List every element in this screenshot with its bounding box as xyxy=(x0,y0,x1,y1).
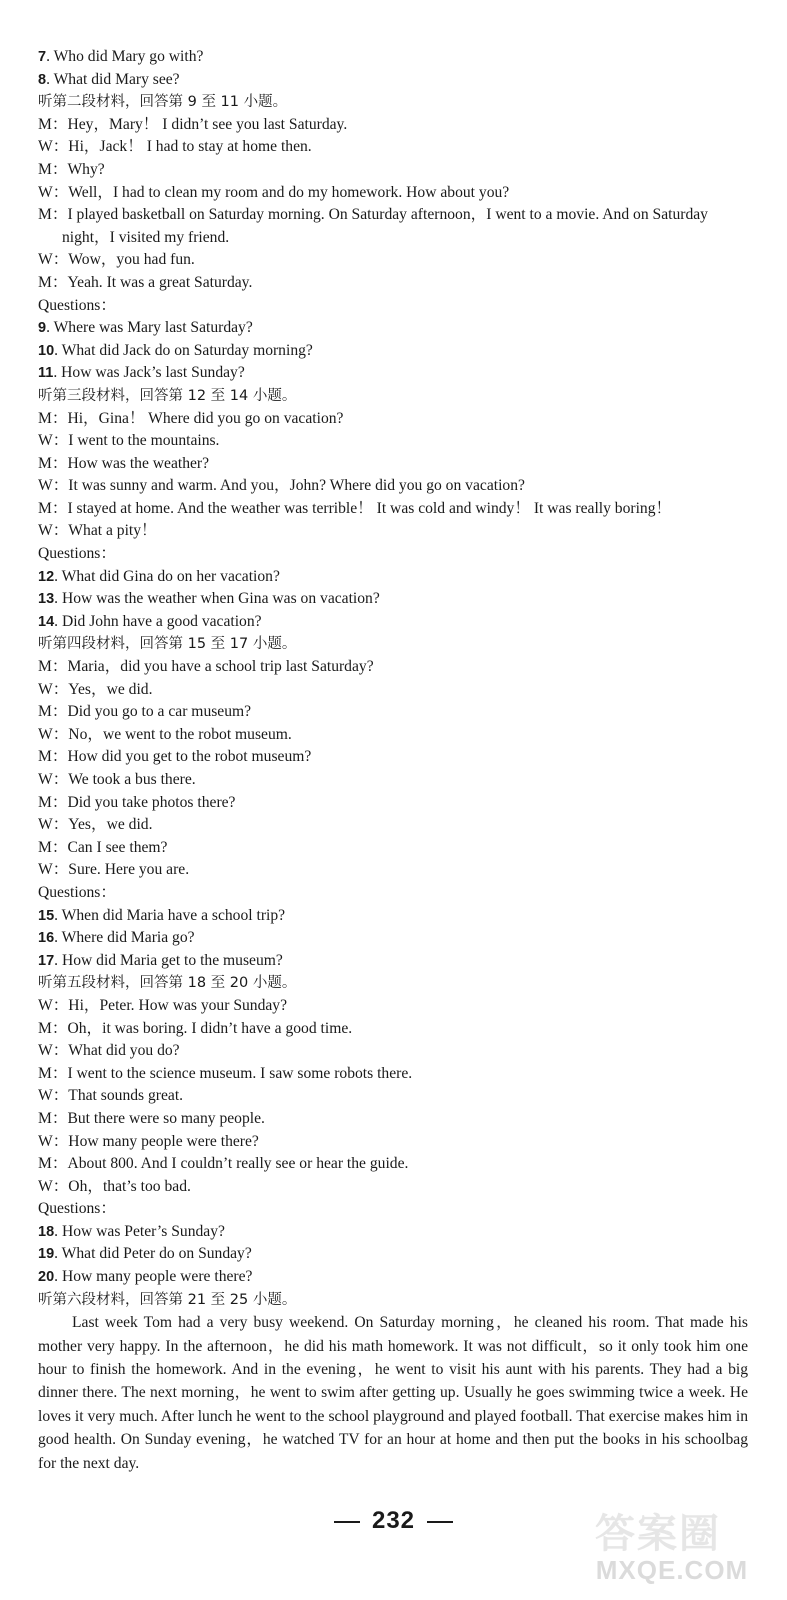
line-text: M：Why? xyxy=(38,160,105,178)
line-text: Did John have a good vacation? xyxy=(61,612,262,630)
transcript xyxy=(38,46,750,1475)
dialogue-line xyxy=(38,159,750,182)
line-text: W：Well，I had to clean my room and do my homework. How about you? xyxy=(38,183,510,201)
dialogue-line xyxy=(38,1018,750,1041)
passage-text: Last week Tom had a very busy weekend. On Saturday morning，he cleaned his room. That made his mother very happy. In the afternoon，he did his math homework. It was not difficult，so it only took him one hour to finish the homework. And in the evening，he went to visit his aunt with his parents. They had a big dinner there. The next morning，he went to swim after getting up. Usually he goes swimming twice a week. He loves it very much. After lunch he went to the school playground and played football. That exercise makes him in good health. On Sunday evening，he watched TV for an hour at home and then put the books in his schoolbag for the next day. xyxy=(38,1314,748,1472)
line-text: W：Oh，that’s too bad. xyxy=(38,1177,191,1195)
question-number: 16 xyxy=(38,930,55,947)
line-text: W：Hi，Peter. How was your Sunday? xyxy=(38,996,288,1014)
question-line: 12. What did Gina do on her vacation? xyxy=(38,567,280,585)
line-text: M：How was the weather? xyxy=(38,454,210,472)
dialogue-line xyxy=(38,1153,750,1176)
line-text: Questions： xyxy=(38,545,116,563)
question-line: 15. When did Maria have a school trip? xyxy=(38,906,286,924)
question-line: 7. Who did Mary go with? xyxy=(38,48,204,65)
question-line: 17. How did Maria get to the museum? xyxy=(38,951,283,969)
line-text: M：Maria，did you have a school trip last Saturday? xyxy=(38,658,374,676)
footer-dash-right xyxy=(427,1521,453,1523)
line-text: 听第三段材料，回答第 12 至 14 小题。 xyxy=(38,387,297,404)
dialogue-line xyxy=(38,182,750,205)
line-text: How many people were there? xyxy=(61,1268,253,1286)
line-text: Where was Mary last Saturday? xyxy=(53,319,253,337)
dialogue-line xyxy=(38,272,750,295)
watermark-bottom-text: MXQE.COM xyxy=(595,1555,749,1585)
line-text: Questions： xyxy=(38,296,116,314)
dialogue-line xyxy=(38,114,750,137)
dialogue-line xyxy=(38,1108,750,1131)
line-text: W：What a pity！ xyxy=(38,522,157,540)
question-number: 11 xyxy=(38,365,54,382)
question-number: 12 xyxy=(38,568,55,585)
question-number: 7 xyxy=(38,49,47,65)
line-text: What did Mary see? xyxy=(53,70,180,88)
dialogue-line xyxy=(38,724,750,747)
dialogue-line xyxy=(38,679,750,702)
line-text: W：That sounds great. xyxy=(38,1087,184,1105)
line-text: What did Gina do on her vacation? xyxy=(61,567,280,585)
question-line: 9. Where was Mary last Saturday? xyxy=(38,319,253,337)
line-text: W：We took a bus there. xyxy=(38,771,196,788)
page-number: 232 xyxy=(371,1507,416,1534)
dialogue-line xyxy=(38,453,750,476)
line-text: M：Oh，it was boring. I didn’t have a good time. xyxy=(38,1019,353,1037)
line-text: M：I stayed at home. And the weather was terrible！ It was cold and windy！ It was really boring！ xyxy=(38,499,672,517)
dialogue-line xyxy=(38,520,750,543)
watermark-logo xyxy=(577,1500,767,1590)
line-text: W：No，we went to the robot museum. xyxy=(38,725,292,743)
line-text: How was the weather when Gina was on vacation? xyxy=(61,590,380,608)
dialogue-line xyxy=(38,792,750,815)
dialogue-line xyxy=(38,249,750,272)
line-text: 听第二段材料，回答第 9 至 11 小题。 xyxy=(38,94,288,111)
question-number: 20 xyxy=(38,1269,55,1286)
line-text: W：Yes，we did. xyxy=(38,816,153,834)
question-number: 9 xyxy=(38,320,47,337)
line-text: W：How many people were there? xyxy=(38,1132,259,1150)
dialogue-line xyxy=(38,543,750,566)
dialogue-line xyxy=(38,1176,750,1199)
footer-dash-left xyxy=(334,1521,360,1523)
dialogue-line xyxy=(38,295,750,318)
line-text: M：How did you get to the robot museum? xyxy=(38,748,312,766)
dialogue-line xyxy=(38,1040,750,1063)
line-text: M：Did you go to a car museum? xyxy=(38,703,252,721)
line-text: M：About 800. And I couldn’t really see or hear the guide. xyxy=(38,1155,409,1173)
question-line: 16. Where did Maria go? xyxy=(38,929,195,947)
section-heading xyxy=(38,972,750,995)
line-text: M：I played basketball on Saturday morning. On Saturday afternoon，I went to a movie. And on Saturday night，I visited my friend. xyxy=(38,206,708,246)
line-text: M：Hey，Mary！ I didn’t see you last Saturday. xyxy=(38,115,348,133)
dialogue-line xyxy=(38,475,750,498)
line-text: W：Sure. Here you are. xyxy=(38,861,190,879)
line-text: How did Maria get to the museum? xyxy=(61,951,283,969)
line-text: M：Can I see them? xyxy=(38,838,168,856)
dialogue-line xyxy=(38,814,750,837)
line-text: Questions： xyxy=(38,1200,116,1218)
section-heading xyxy=(38,1289,750,1312)
line-text: How was Jack’s last Sunday? xyxy=(61,364,245,382)
dialogue-line xyxy=(38,746,750,769)
question-line: 8. What did Mary see? xyxy=(38,70,180,88)
line-text: W：What did you do? xyxy=(38,1042,180,1060)
line-text: What did Jack do on Saturday morning? xyxy=(61,341,313,359)
question-line: 11. How was Jack’s last Sunday? xyxy=(38,364,245,382)
line-text: M：Did you take photos there? xyxy=(38,793,236,811)
dialogue-line xyxy=(38,498,750,521)
line-text: W：I went to the mountains. xyxy=(38,432,220,450)
dialogue-line xyxy=(38,408,750,431)
line-text: W：Yes，we did. xyxy=(38,680,153,698)
section-heading xyxy=(38,385,750,408)
line-text: Questions： xyxy=(38,883,116,901)
question-number: 10 xyxy=(38,342,55,359)
line-text: W：It was sunny and warm. And you，John? Where did you go on vacation? xyxy=(38,477,525,495)
dialogue-line xyxy=(38,1085,750,1108)
question-number: 17 xyxy=(38,952,55,969)
line-text: M：But there were so many people. xyxy=(38,1109,265,1127)
line-text: Who did Mary go with? xyxy=(53,48,204,65)
dialogue-line xyxy=(38,882,750,905)
line-text: W：Wow，you had fun. xyxy=(38,251,195,269)
dialogue-line xyxy=(38,204,750,249)
dialogue-line xyxy=(38,1131,750,1154)
dialogue-line xyxy=(38,995,750,1018)
watermark-top-text: 答案圈 xyxy=(595,1511,721,1557)
line-text: What did Peter do on Sunday? xyxy=(61,1245,252,1263)
line-text: W：Hi，Jack！ I had to stay at home then. xyxy=(38,138,312,156)
dialogue-line xyxy=(38,1198,750,1221)
dialogue-line xyxy=(38,656,750,679)
line-text: When did Maria have a school trip? xyxy=(61,906,286,924)
dialogue-line xyxy=(38,136,750,159)
dialogue-line xyxy=(38,1063,750,1086)
line-text: M：I went to the science museum. I saw some robots there. xyxy=(38,1064,413,1082)
dialogue-line xyxy=(38,701,750,724)
question-number: 8 xyxy=(38,71,47,88)
question-number: 15 xyxy=(38,907,55,924)
question-line: 10. What did Jack do on Saturday morning? xyxy=(38,341,313,359)
question-line: 19. What did Peter do on Sunday? xyxy=(38,1245,252,1263)
question-line: 14. Did John have a good vacation? xyxy=(38,612,262,630)
question-number: 19 xyxy=(38,1246,55,1263)
line-text: How was Peter’s Sunday? xyxy=(61,1222,225,1240)
dialogue-line xyxy=(38,430,750,453)
line-text: 听第六段材料，回答第 21 至 25 小题。 xyxy=(38,1291,297,1308)
question-number: 18 xyxy=(38,1223,55,1240)
question-line: 18. How was Peter’s Sunday? xyxy=(38,1222,225,1240)
dialogue-line xyxy=(38,859,750,882)
question-number: 14 xyxy=(38,613,55,630)
section-heading xyxy=(38,633,750,656)
section-heading xyxy=(38,91,750,114)
question-number: 13 xyxy=(38,591,55,608)
line-text: M：Yeah. It was a great Saturday. xyxy=(38,273,253,291)
dialogue-line xyxy=(38,837,750,860)
line-text: 听第五段材料，回答第 18 至 20 小题。 xyxy=(38,975,297,992)
line-text: M：Hi，Gina！ Where did you go on vacation? xyxy=(38,409,344,427)
line-text: 听第四段材料，回答第 15 至 17 小题。 xyxy=(38,636,297,653)
question-line: 13. How was the weather when Gina was on vacation? xyxy=(38,590,380,608)
line-text: Where did Maria go? xyxy=(61,929,195,947)
question-line: 20. How many people were there? xyxy=(38,1268,253,1286)
dialogue-line xyxy=(38,769,750,792)
